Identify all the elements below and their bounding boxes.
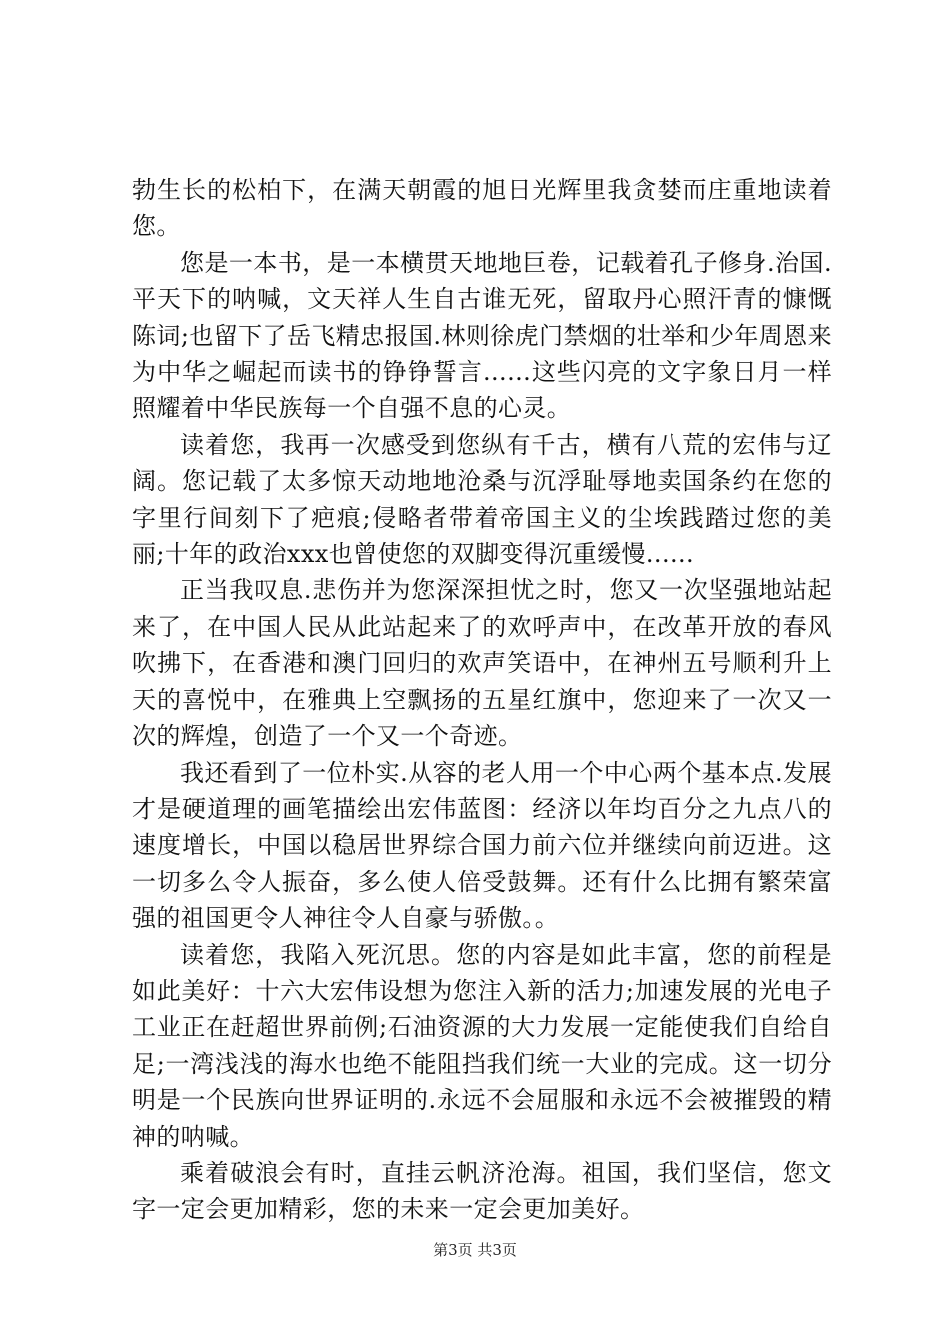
- paragraph-rising: 正当我叹息.悲伤并为您深深担忧之时，您又一次坚强地站起来了，在中国人民从此站起来了的欢呼声中，在改革开放的春风吹拂下，在香港和澳门回归的欢声笑语中，在神州五号顺利升上天的喜悦中，在雅典上空飘扬的五星红旗中，您迎来了一次又一次的辉煌，创造了一个又一个奇迹。: [132, 576, 832, 751]
- paragraph-closing: 乘着破浪会有时，直挂云帆济沧海。祖国，我们坚信，您文字一定会更加精彩，您的未来一定会更加美好。: [132, 1158, 832, 1224]
- paragraph-history: 读着您，我再一次感受到您纵有千古，横有八荒的宏伟与辽阔。您记载了太多惊天动地地沧桑与沉浮耻辱地卖国条约在您的字里行间刻下了疤痕;侵略者带着帝国主义的尘埃践踏过您的美丽;十年的政治xxx也曾使您的双脚变得沉重缓慢......: [132, 430, 832, 569]
- paragraph-future: 读着您，我陷入死沉思。您的内容是如此丰富，您的前程是如此美好：十六大宏伟设想为您注入新的活力;加速发展的光电子工业正在赶超世界前例;石油资源的大力发展一定能使我们自给自足;一湾浅浅的海水也绝不能阻挡我们统一大业的完成。这一切分明是一个民族向世界证明的.永远不会屈服和永远不会被摧毁的精神的呐喊。: [132, 940, 832, 1151]
- paragraph-development: 我还看到了一位朴实.从容的老人用一个中心两个基本点.发展才是硬道理的画笔描绘出宏伟蓝图：经济以年均百分之九点八的速度增长，中国以稳居世界综合国力前六位并继续向前迈进。这一切多么令人振奋，多么使人倍受鼓舞。还有什么比拥有繁荣富强的祖国更令人神往令人自豪与骄傲。。: [132, 758, 832, 933]
- paragraph-continuation: 勃生长的松柏下，在满天朝霞的旭日光辉里我贪婪而庄重地读着您。: [132, 176, 832, 241]
- page-footer: 第3页 共3页: [433, 1241, 517, 1259]
- document-body: [132, 172, 832, 1228]
- paragraph-book-metaphor: 您是一本书，是一本横贯天地地巨卷，记载着孔子修身.治国.平天下的呐喊，文天祥人生自古谁无死，留取丹心照汗青的慷慨陈词;也留下了岳飞精忠报国.林则徐虎门禁烟的壮举和少年周恩来为中华之崛起而读书的铮铮誓言......这些闪亮的文字象日月一样照耀着中华民族每一个自强不息的心灵。: [132, 248, 832, 423]
